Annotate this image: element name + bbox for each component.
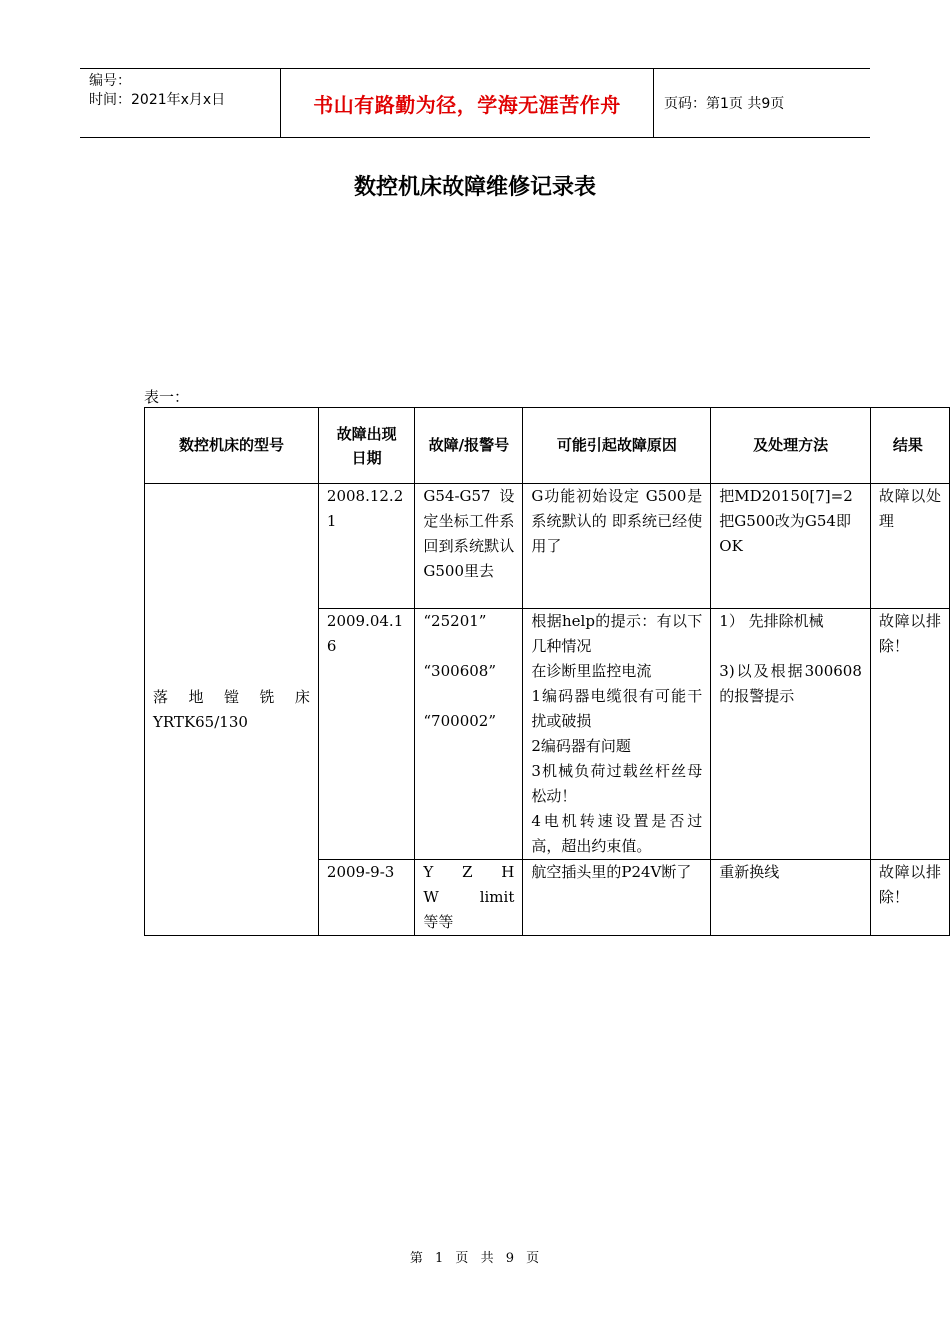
method-cell	[711, 484, 871, 609]
cause-text: 根据help的提示：有以下几种情况	[531, 612, 703, 655]
column-header-fault-date: 故障出现日期	[318, 408, 414, 484]
cause-text: 在诊断里监控电流	[531, 662, 652, 680]
page-footer	[0, 1247, 950, 1266]
table-row	[145, 484, 950, 609]
cause-text: 2编码器有问题	[531, 737, 631, 755]
method-text: 把MD20150[7]=2	[719, 487, 853, 505]
cause-cell	[523, 609, 711, 860]
cause-cell	[523, 484, 711, 609]
machine-model-code: YRTK65/130	[153, 712, 248, 731]
fault-date-cell: 2009.04.16	[318, 609, 414, 860]
header-motto: 书山有路勤为径，学海无涯苦作舟	[281, 69, 654, 137]
fault-record-table	[144, 407, 950, 936]
page-header	[80, 68, 870, 138]
result-cell: 故障以排除！	[870, 609, 949, 860]
document-time: 时间：2021年x月x日	[89, 92, 226, 108]
footer-text: 共	[480, 1251, 495, 1266]
footer-text: 第	[409, 1251, 424, 1266]
method-text: 1） 先排除机械	[719, 612, 824, 630]
result-cell: 故障以排除！	[870, 860, 949, 936]
fault-date-cell: 2009-9-3	[318, 860, 414, 936]
table-header-row	[145, 408, 950, 484]
cause-text: G功能初始设定 G500是系统默认的 即系统已经使用了	[531, 487, 703, 555]
machine-model-cell	[145, 484, 319, 936]
alarm-code: “300608”	[423, 662, 496, 680]
cause-text: 航空插头里的P24V断了	[531, 863, 692, 881]
method-text: 把G500改为G54即OK	[719, 512, 851, 555]
alarm-code: “25201”	[423, 612, 487, 630]
machine-type-text: 落 地 镗 铣 床	[153, 687, 310, 706]
footer-page-number: 1	[434, 1251, 445, 1266]
footer-text: 页	[526, 1251, 541, 1266]
header-meta	[80, 69, 281, 137]
header-page-info: 页码：第1页 共9页	[664, 96, 785, 112]
footer-total-pages: 9	[505, 1251, 515, 1266]
method-text: 重新换线	[719, 863, 780, 881]
cause-text: 3机械负荷过载丝杆丝母松动！	[531, 762, 703, 805]
alarm-cell	[415, 860, 523, 936]
column-header-handling-method: 及处理方法	[711, 408, 871, 484]
alarm-text: G54-G57 设定坐标工件系回到系统默认 G500里去	[423, 487, 515, 580]
alarm-code: “700002”	[423, 712, 496, 730]
cause-cell	[523, 860, 711, 936]
method-cell	[711, 609, 871, 860]
footer-text: 页	[455, 1251, 470, 1266]
method-text: 3)以及根据300608的报警提示	[719, 662, 862, 705]
document-title: 数控机床故障维修记录表	[353, 175, 596, 200]
cause-text: 1编码器电缆很有可能干扰或破损	[531, 687, 703, 730]
alarm-cell	[415, 484, 523, 609]
cause-text: 4电机转速设置是否过高，超出约束值。	[531, 812, 703, 855]
table-caption: 表一：	[144, 388, 190, 406]
column-header-result: 结果	[870, 408, 949, 484]
method-cell	[711, 860, 871, 936]
column-header-alarm-number: 故障/报警号	[415, 408, 523, 484]
fault-date-cell: 2008.12.21	[318, 484, 414, 609]
alarm-cell	[415, 609, 523, 860]
alarm-text: Y Z HW limit等等	[423, 863, 515, 931]
document-number-label: 编号：	[89, 73, 131, 89]
column-header-possible-cause: 可能引起故障原因	[523, 408, 711, 484]
column-header-machine-model: 数控机床的型号	[145, 408, 319, 484]
result-cell: 故障以处理	[870, 484, 949, 609]
